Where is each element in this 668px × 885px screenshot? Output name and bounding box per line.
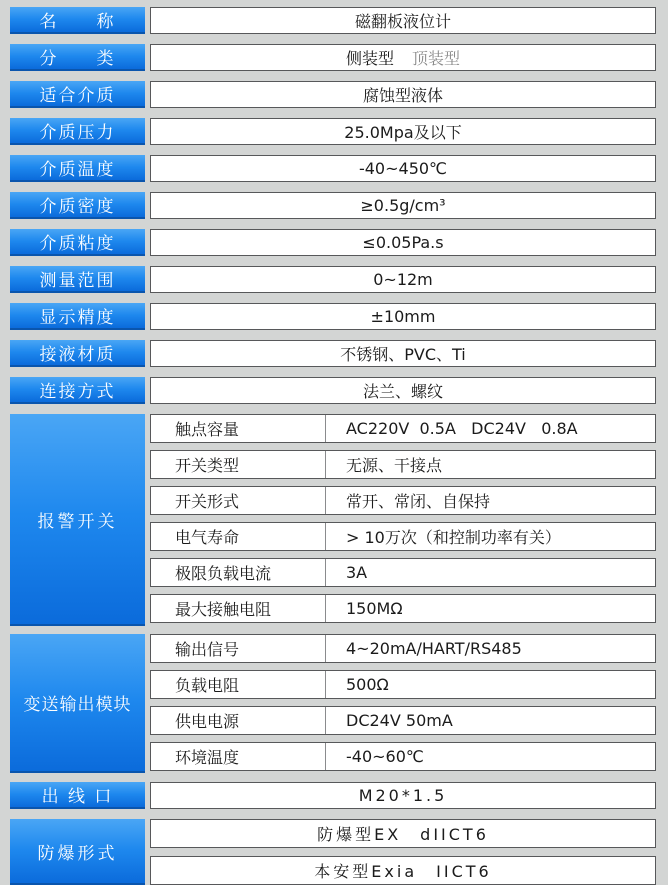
spec-row-medium <box>10 81 656 108</box>
spec-row-connection <box>10 377 656 404</box>
spec-subrow <box>150 706 656 735</box>
spec-value: 不锈钢、PVC、Ti <box>150 340 656 367</box>
spec-value: ≥0.5g/cm³ <box>150 192 656 219</box>
spec-subrow <box>150 558 656 587</box>
subrow-name: 环境温度 <box>151 743 326 770</box>
group-label-transmitter-module: 变送输出模块 <box>10 634 145 773</box>
subrow-value: 3A <box>346 563 368 582</box>
group-transmitter-module <box>10 634 656 773</box>
spec-subrow <box>150 450 656 479</box>
spec-label: 名 称 <box>10 7 145 34</box>
subrow-name: 输出信号 <box>151 635 326 662</box>
group-alarm-switch <box>10 414 656 626</box>
subrow-value: DC24V 50mA <box>346 711 453 730</box>
spec-subrow <box>150 522 656 551</box>
spec-label: 连接方式 <box>10 377 145 404</box>
spec-value: 25.0Mpa及以下 <box>150 118 656 145</box>
subrow-value: 4~20mA/HART/RS485 <box>346 639 522 658</box>
subrow-value: 常开、常闭、自保持 <box>346 492 491 511</box>
spec-value <box>150 44 656 71</box>
subrow-name: 最大接触电阻 <box>151 595 326 622</box>
spec-label: 显示精度 <box>10 303 145 330</box>
spec-label: 测量范围 <box>10 266 145 293</box>
subrow-value: > 10万次（和控制功率有关） <box>346 528 561 547</box>
subrow-value: AC220V 0.5A DC24V 0.8A <box>346 419 578 438</box>
spec-row-temperature <box>10 155 656 182</box>
spec-label: 分 类 <box>10 44 145 71</box>
spec-subrow <box>150 742 656 771</box>
spec-value: 磁翻板液位计 <box>150 7 656 34</box>
transmitter-subrows <box>150 634 656 773</box>
spec-subrow <box>150 634 656 663</box>
explosion-proof-rows <box>150 819 656 885</box>
spec-subrow <box>150 594 656 623</box>
group-label-explosion-proof: 防爆形式 <box>10 819 145 885</box>
subrow-value: 无源、干接点 <box>346 456 443 475</box>
subrow-name: 电气寿命 <box>151 523 326 550</box>
subrow-value: 150MΩ <box>346 599 403 618</box>
spec-label: 介质密度 <box>10 192 145 219</box>
spec-value: ≤0.05Pa.s <box>150 229 656 256</box>
spec-label: 出 线 口 <box>10 782 145 809</box>
subrow-name: 触点容量 <box>151 415 326 442</box>
spec-label: 介质粘度 <box>10 229 145 256</box>
spec-value: ±10mm <box>150 303 656 330</box>
explosion-proof-type-ex: 防爆型EX dIICT6 <box>150 819 656 848</box>
spec-subrow <box>150 486 656 515</box>
spec-row-name <box>10 7 656 34</box>
subrow-value: -40~60℃ <box>346 747 424 766</box>
spec-row-category <box>10 44 656 71</box>
spec-value: M20*1.5 <box>150 782 656 809</box>
explosion-proof-type-exia: 本安型Exia IICT6 <box>150 856 656 885</box>
spec-subrow <box>150 670 656 699</box>
subrow-name: 开关类型 <box>151 451 326 478</box>
group-label-alarm-switch: 报警开关 <box>10 414 145 626</box>
category-primary: 侧装型 <box>345 49 394 68</box>
category-secondary: 顶装型 <box>412 49 461 68</box>
alarm-switch-subrows <box>150 414 656 626</box>
spec-label: 介质温度 <box>10 155 145 182</box>
subrow-value: 500Ω <box>346 675 389 694</box>
spec-row-pressure <box>10 118 656 145</box>
subrow-name: 开关形式 <box>151 487 326 514</box>
spec-row-wetted-material <box>10 340 656 367</box>
subrow-name: 极限负载电流 <box>151 559 326 586</box>
spec-value: 0~12m <box>150 266 656 293</box>
spec-row-cable-outlet <box>10 782 656 809</box>
spec-value: -40~450℃ <box>150 155 656 182</box>
spec-row-accuracy <box>10 303 656 330</box>
subrow-name: 负载电阻 <box>151 671 326 698</box>
spec-subrow <box>150 414 656 443</box>
spec-row-viscosity <box>10 229 656 256</box>
spec-label: 接液材质 <box>10 340 145 367</box>
spec-value: 腐蚀型液体 <box>150 81 656 108</box>
spec-row-density <box>10 192 656 219</box>
spec-label: 介质压力 <box>10 118 145 145</box>
subrow-name: 供电电源 <box>151 707 326 734</box>
spec-row-range <box>10 266 656 293</box>
group-explosion-proof <box>10 819 656 885</box>
spec-label: 适合介质 <box>10 81 145 108</box>
spec-value: 法兰、螺纹 <box>150 377 656 404</box>
